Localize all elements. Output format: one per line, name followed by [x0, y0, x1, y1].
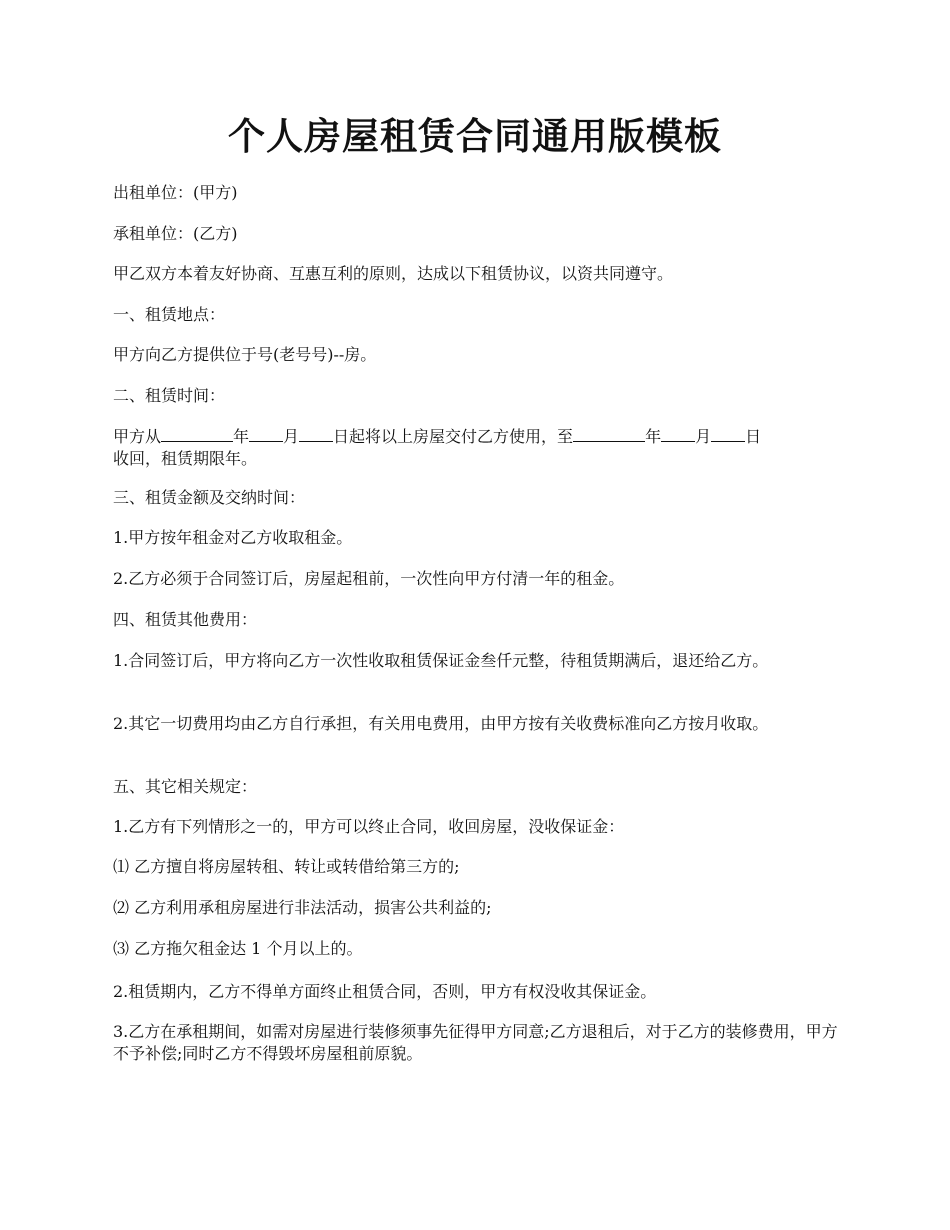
section-5-sub-1: ⑴ 乙方擅自将房屋转租、转让或转借给第三方的; — [113, 857, 460, 876]
lessor-line: 出租单位：(甲方) — [113, 183, 238, 202]
section-4-heading: 四、租赁其他费用： — [113, 610, 258, 629]
month-label-2: 月 — [695, 427, 712, 446]
section-5-sub-3: ⑶ 乙方拖欠租金达 1 个月以上的。 — [113, 939, 363, 958]
end-year-blank — [573, 426, 645, 442]
year-label-2: 年 — [645, 427, 662, 446]
section-2-text — [113, 426, 838, 470]
section-4-item-2: 2.其它一切费用均由乙方自行承担，有关用电费用，由甲方按有关收费标准向乙方按月收取。 — [113, 714, 769, 733]
section-4-item-1: 1.合同签订后，甲方将向乙方一次性收取租赁保证金叁仟元整，待租赁期满后，退还给乙方。 — [113, 651, 769, 670]
end-day-blank — [711, 426, 745, 442]
section-1-text: 甲方向乙方提供位于号(老号号)--房。 — [113, 345, 377, 364]
lease-term-text: 收回，租赁期限年。 — [113, 449, 258, 468]
section-5-item-2: 2.租赁期内，乙方不得单方面终止租赁合同，否则，甲方有权没收其保证金。 — [113, 982, 657, 1001]
day-label: 日 — [745, 427, 762, 446]
preamble: 甲乙双方本着友好协商、互惠互利的原则，达成以下租赁协议，以资共同遵守。 — [113, 264, 674, 283]
start-day-blank — [299, 426, 333, 442]
section-2-heading: 二、租赁时间： — [113, 386, 226, 405]
lease-from-label: 甲方从 — [113, 427, 162, 446]
section-5-sub-2: ⑵ 乙方利用承租房屋进行非法活动，损害公共利益的; — [113, 898, 492, 917]
month-label: 月 — [283, 427, 300, 446]
document-title: 个人房屋租赁合同通用版模板 — [228, 114, 722, 158]
handover-text: 日起将以上房屋交付乙方使用，至 — [333, 427, 574, 446]
start-year-blank — [161, 426, 233, 442]
year-label: 年 — [233, 427, 250, 446]
lessee-line: 承租单位：(乙方) — [113, 224, 238, 243]
section-3-item-1: 1.甲方按年租金对乙方收取租金。 — [113, 528, 353, 547]
section-3-heading: 三、租赁金额及交纳时间： — [113, 488, 306, 507]
section-1-heading: 一、租赁地点： — [113, 305, 226, 324]
start-month-blank — [249, 426, 283, 442]
section-3-item-2: 2.乙方必须于合同签订后，房屋起租前，一次性向甲方付清一年的租金。 — [113, 569, 625, 588]
section-5-heading: 五、其它相关规定： — [113, 777, 258, 796]
section-5-item-1: 1.乙方有下列情形之一的，甲方可以终止合同，收回房屋，没收保证金： — [113, 817, 625, 836]
section-5-item-3: 3.乙方在承租期间，如需对房屋进行装修须事先征得甲方同意;乙方退租后，对于乙方的装修费用，甲方不予补偿;同时乙方不得毁坏房屋租前原貌。 — [113, 1022, 838, 1063]
end-month-blank — [661, 426, 695, 442]
